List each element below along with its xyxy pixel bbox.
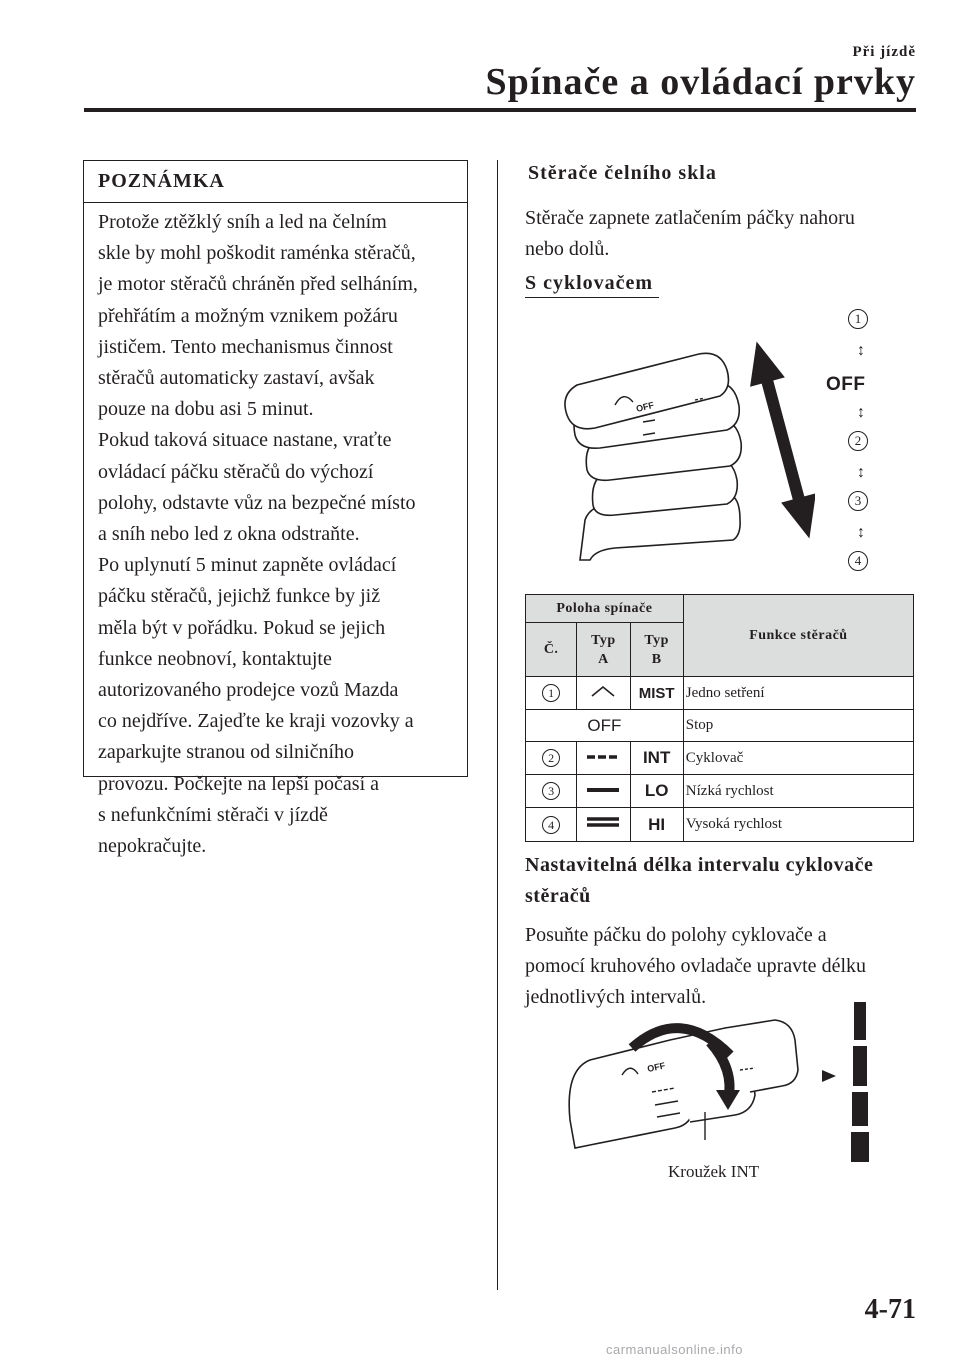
note-heading: POZNÁMKA: [84, 161, 467, 203]
note-line: měla být v pořádku. Pokud se jejich: [98, 616, 386, 639]
function-text: Jedno setření: [683, 677, 913, 710]
mist-arc-icon: [588, 684, 618, 698]
wipers-heading: Stěrače čelního skla: [528, 162, 717, 184]
table-header-group: Poloha spínače: [526, 595, 684, 623]
note-line: ovládací páčku stěračů do výchozí: [98, 460, 374, 483]
subheading-intermittent: S cyklovačem: [525, 272, 654, 294]
off-position-cell: OFF: [526, 710, 684, 742]
wipers-intro: [525, 203, 855, 265]
column-divider: [497, 160, 498, 1290]
note-line: funkce neobnoví, kontaktujte: [98, 647, 332, 670]
note-line: a sníh nebo led z okna odstraňte.: [98, 523, 360, 546]
table-row: [526, 775, 914, 808]
table-row: [526, 710, 914, 742]
note-line: je motor stěračů chráněn před selháním,: [98, 273, 418, 296]
type-b-label: Typ B: [644, 632, 669, 667]
type-b-value: LO: [630, 775, 683, 808]
note-line: stěračů automaticky zastaví, avšak: [98, 367, 375, 390]
note-line: polohy, odstavte vůz na bezpečné místo: [98, 491, 416, 514]
function-text: Stop: [683, 710, 913, 742]
type-b-value: HI: [630, 808, 683, 842]
note-line: provozu. Počkejte na lepší počasí a: [98, 772, 380, 795]
lever-position-labels: [826, 305, 878, 580]
type-a-label: Typ A: [591, 632, 616, 667]
intro-line: Stěrače zapnete zatlačením páčky nahoru: [525, 207, 855, 229]
type-b-value: MIST: [630, 677, 683, 710]
header-rule: [84, 108, 916, 112]
dashed-line-icon: [585, 752, 621, 762]
table-header-no: Č.: [526, 623, 577, 677]
position-3-marker: 3: [848, 491, 868, 511]
position-2-marker: 2: [848, 431, 868, 451]
note-line: Protože ztěžklý sníh a led na čelním: [98, 211, 387, 233]
interval-line: jednotlivých intervalů.: [525, 986, 707, 1008]
note-line: Pokud taková situace nastane, vraťte: [98, 429, 392, 452]
note-body: [84, 203, 467, 862]
updown-arrow-icon: ↕: [857, 524, 865, 541]
int-ring-caption: Kroužek INT: [668, 1162, 760, 1181]
position-1-marker: 1: [848, 309, 868, 329]
note-line: co nejdříve. Zajeďte ke kraji vozovky a: [98, 710, 414, 733]
switch-position-table: [525, 594, 914, 842]
subheading-underline: [525, 297, 659, 298]
table-row: [526, 808, 914, 842]
position-off-label: OFF: [826, 374, 866, 395]
page-title: Spínače a ovládací prvky: [485, 61, 916, 103]
note-line: s nefunkčními stěrači v jízdě: [98, 803, 328, 826]
table-row: [526, 677, 914, 710]
note-box: [83, 160, 468, 858]
double-bar-icon: [585, 815, 621, 829]
position-4-marker: 4: [848, 551, 868, 571]
row-number: 4: [542, 816, 560, 834]
interval-heading-line: stěračů: [525, 885, 591, 907]
note-line: skle by mohl poškodit raménka stěračů,: [98, 242, 416, 265]
note-line: Po uplynutí 5 minut zapněte ovládací: [98, 554, 397, 577]
note-line: pouze na dobu asi 5 minut.: [98, 398, 314, 421]
updown-arrow-icon: ↕: [857, 404, 865, 421]
interval-line: Posuňte páčku do polohy cyklovače a: [525, 924, 827, 946]
table-header-type-a: [577, 623, 630, 677]
note-line: jističem. Tento mechanismus činnost: [98, 335, 393, 358]
lever-off-text: OFF: [635, 399, 655, 414]
note-line: přehřátím a možným vznikem požáru: [98, 304, 398, 327]
section-label: Při jízdě: [852, 44, 916, 60]
row-number: 3: [542, 782, 560, 800]
ring-off-text: OFF: [646, 1060, 667, 1074]
watermark: carmanualsonline.info: [606, 1342, 743, 1357]
updown-arrow-icon: ↕: [857, 342, 865, 359]
function-text: Cyklovač: [683, 742, 913, 775]
note-line: zaparkujte stranou od silničního: [98, 741, 355, 764]
interval-line: pomocí kruhového ovladače upravte délku: [525, 955, 866, 977]
function-text: Vysoká rychlost: [683, 808, 913, 842]
function-text: Nízká rychlost: [683, 775, 913, 808]
row-number: 1: [542, 684, 560, 702]
note-line: autorizovaného prodejce vozů Mazda: [98, 679, 399, 702]
intro-line: nebo dolů.: [525, 238, 610, 260]
table-header-type-b: [630, 623, 683, 677]
wiper-lever-illustration: [555, 320, 815, 570]
table-row: [526, 742, 914, 775]
single-bar-icon: [585, 785, 621, 795]
interval-heading-line: Nastavitelná délka intervalu cyklovače: [525, 854, 874, 876]
row-number: 2: [542, 749, 560, 767]
note-line: nepokračujte.: [98, 835, 207, 858]
note-line: páčku stěračů, jejichž funkce by již: [98, 585, 381, 608]
table-header-function: Funkce stěračů: [683, 595, 913, 677]
page-number: 4-71: [864, 1294, 916, 1325]
updown-arrow-icon: ↕: [857, 464, 865, 481]
int-ring-illustration: [560, 1000, 890, 1165]
interval-heading: [525, 850, 873, 912]
type-b-value: INT: [630, 742, 683, 775]
